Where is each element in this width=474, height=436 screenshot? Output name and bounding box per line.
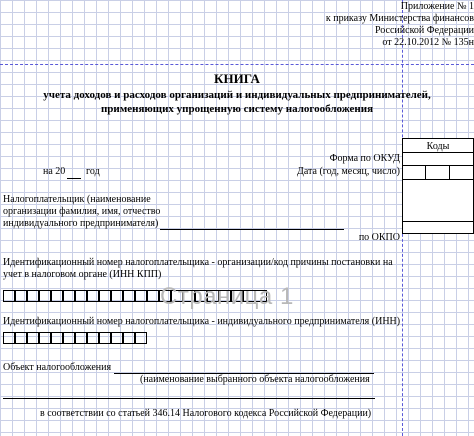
year-input-line[interactable] bbox=[67, 178, 81, 179]
inn-kpp-label-line-1: Идентификационный номер налогоплательщика - организации/код причины постановки на bbox=[3, 257, 393, 268]
codes-header: Коды bbox=[426, 141, 450, 152]
page-title: КНИГА bbox=[214, 71, 260, 86]
inn-kpp-label-line-2: учет в налоговом органе (ИНН КПП) bbox=[3, 269, 162, 280]
appendix-number: Приложение № 1 bbox=[400, 1, 474, 12]
object-caption: (наименование выбранного объекта налогообложения bbox=[140, 374, 370, 385]
okpo-label: по ОКПО bbox=[358, 232, 400, 243]
taxpayer-name-field[interactable] bbox=[160, 229, 344, 230]
order-reference: к приказу Министерства финансов bbox=[325, 13, 474, 24]
date-label: Дата (год, месяц, число) bbox=[297, 166, 400, 177]
object-field-continued[interactable] bbox=[3, 398, 375, 399]
taxpayer-label-line-3: индивидуального предпринимателя) bbox=[3, 218, 159, 229]
year-prefix: на 20 bbox=[43, 166, 66, 177]
okud-label: Форма по ОКУД bbox=[329, 153, 400, 164]
codes-table bbox=[402, 138, 474, 234]
title-line-2: применяющих упрощенную систему налогообложения bbox=[100, 103, 374, 115]
title-line-1: учета доходов и расходов организаций и индивидуальных предпринимателей, bbox=[43, 89, 431, 101]
page-watermark: Страница 1 bbox=[160, 283, 294, 310]
federation-reference: Российской Федерации bbox=[374, 25, 474, 36]
year-suffix: год bbox=[86, 166, 100, 177]
object-label: Объект налогообложения bbox=[3, 362, 112, 373]
taxpayer-label-line-1: Налогоплательщик (наименование bbox=[3, 194, 151, 205]
taxpayer-label-line-2: организации фамилия, имя, отчество bbox=[3, 206, 161, 217]
object-footer: в соответствии со статьей 346.14 Налогового кодекса Российской Федерации) bbox=[40, 408, 372, 419]
inn-ip-label: Идентификационный номер налогоплательщика - индивидуального предпринимателя (ИНН) bbox=[3, 316, 401, 327]
order-date: от 22.10.2012 № 135н bbox=[382, 37, 474, 48]
